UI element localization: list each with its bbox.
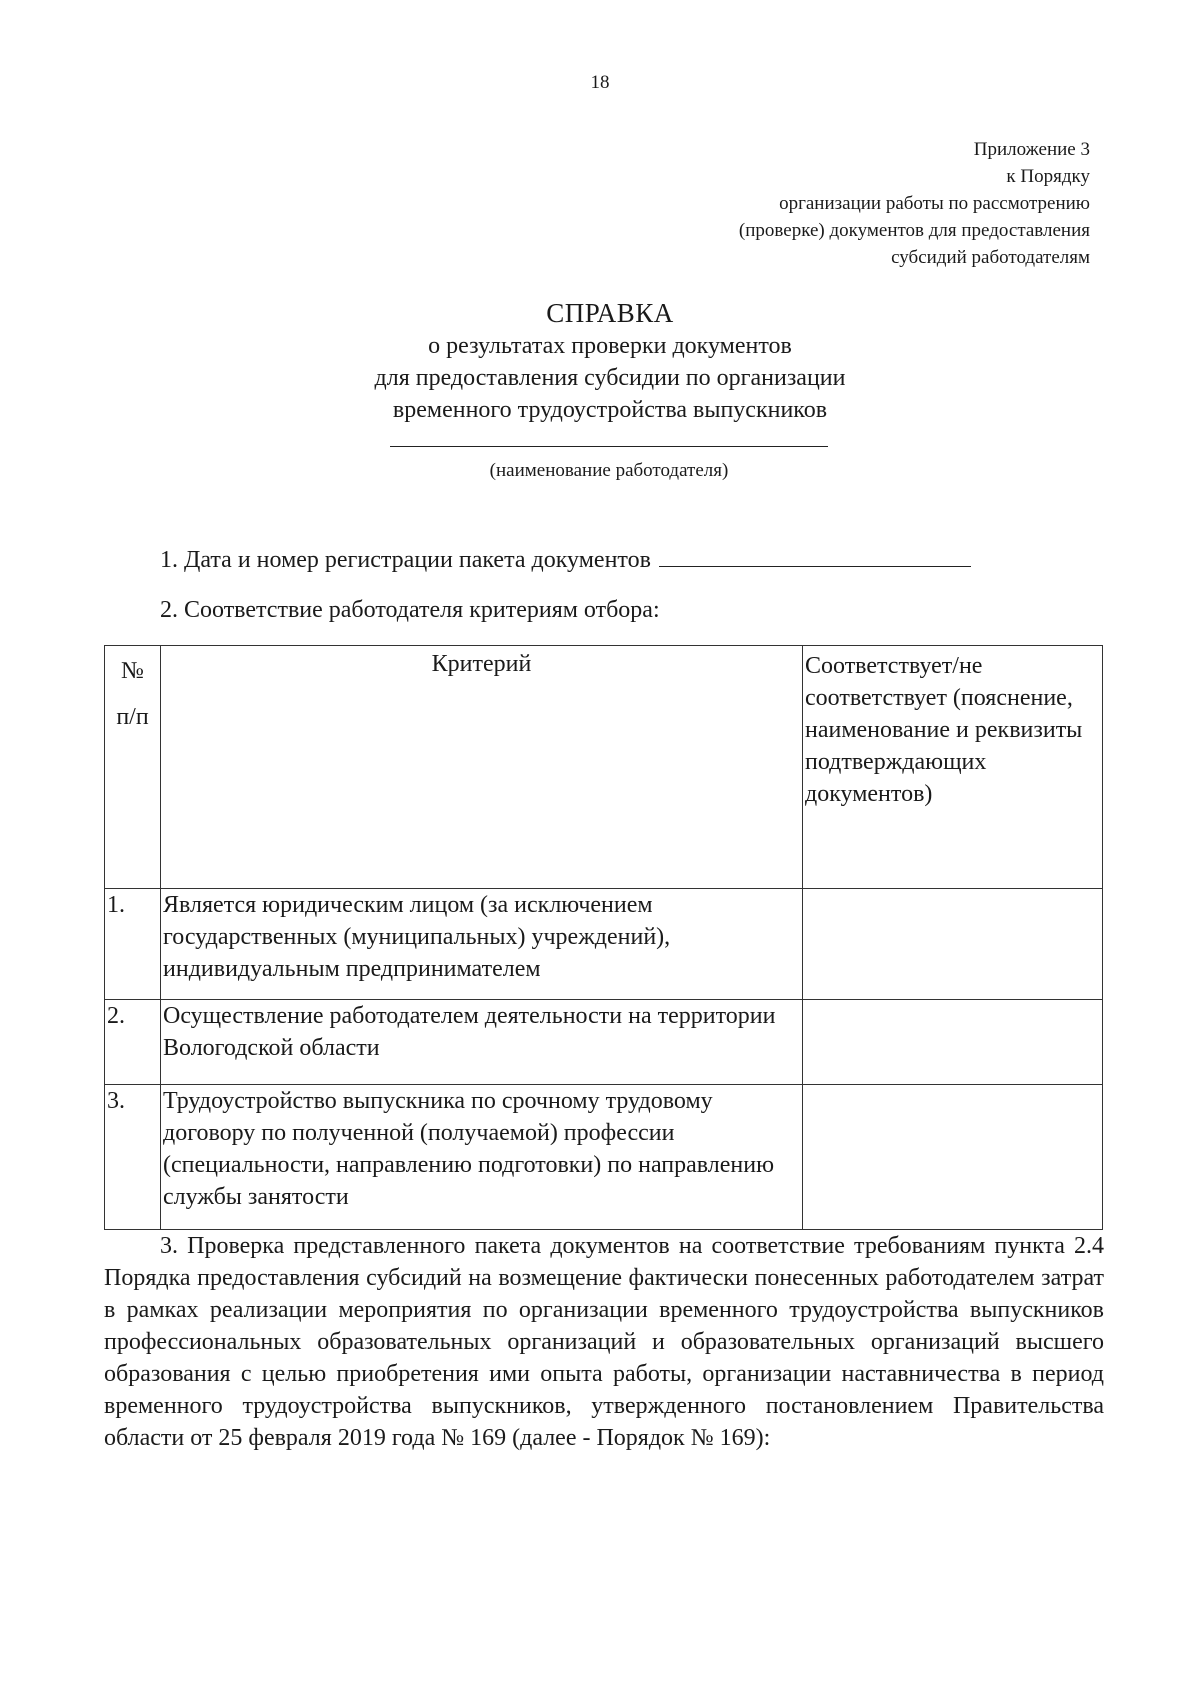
row-match — [803, 889, 1103, 1000]
row-number: 3. — [105, 1085, 161, 1230]
header-criterion: Критерий — [161, 646, 803, 889]
document-title: СПРАВКА — [546, 298, 674, 328]
appendix-line: Приложение 3 — [973, 139, 1090, 160]
row-match — [803, 1000, 1103, 1085]
row-number: 2. — [105, 1000, 161, 1085]
table-row — [105, 1085, 1103, 1230]
row-criterion: Осуществление работодателем деятельности на территории Вологодской области — [161, 1000, 803, 1085]
title-block — [0, 296, 1200, 426]
employer-name-blank-line — [390, 446, 828, 447]
subtitle-line: для предоставления субсидии по организации — [374, 365, 846, 391]
appendix-line: к Порядку — [1006, 166, 1090, 187]
subtitle-line: временного трудоустройства выпускников — [392, 397, 828, 423]
row-criterion: Является юридическим лицом (за исключением государственных (муниципальных) учреждений), индивидуальным предпринимателем — [161, 889, 803, 1000]
table-header-row — [105, 646, 1103, 889]
registration-blank-line — [659, 548, 971, 567]
item-registration-label: 1. Дата и номер регистрации пакета документов — [160, 547, 651, 573]
appendix-line: организации работы по рассмотрению — [779, 193, 1090, 214]
criteria-table — [104, 645, 1103, 1230]
table-row — [105, 1000, 1103, 1085]
appendix-line: (проверке) документов для предоставления — [738, 220, 1090, 241]
table-row — [105, 889, 1103, 1000]
header-match: Соответствует/не соответствует (пояснение, наименование и реквизиты подтверждающих документов) — [803, 646, 1103, 889]
appendix-header — [739, 136, 1090, 271]
employer-name-caption: (наименование работодателя) — [489, 460, 729, 481]
row-criterion: Трудоустройство выпускника по срочному трудовому договору по полученной (получаемой) профессии (специальности, направлению подготовки) по направлению службы занятости — [161, 1085, 803, 1230]
item-criteria-label: 2. Соответствие работодателя критериям отбора: — [160, 597, 660, 623]
row-number: 1. — [105, 889, 161, 1000]
subtitle-line: о результатах проверки документов — [428, 333, 792, 359]
row-match — [803, 1085, 1103, 1230]
appendix-line: субсидий работодателям — [891, 247, 1090, 268]
header-number — [105, 646, 161, 889]
header-number-line: № — [121, 658, 144, 684]
page-number: 18 — [590, 72, 610, 93]
item-registration — [160, 545, 971, 575]
paragraph-3: 3. Проверка представленного пакета документов на соответствие требованиям пункта 2.4 Порядка предоставления субсидий на возмещение фактически понесенных работодателем затрат в рамках реализации мероприятия по организации временного трудоустройства выпускников профессиональных образовательных организаций и образовательных организаций высшего образования с целью приобретения ими опыта работы, организации наставничества в период временного трудоустройства выпускников, утвержденного постановлением Правительства области от 25 февраля 2019 года № 169 (далее - Порядок № 169): — [104, 1233, 1104, 1451]
header-number-line: п/п — [116, 704, 149, 730]
